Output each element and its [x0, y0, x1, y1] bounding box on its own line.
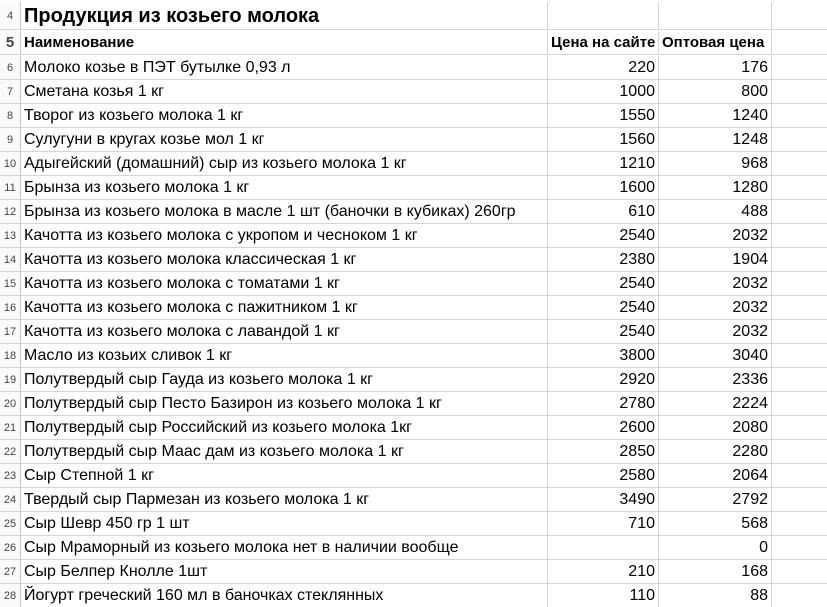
product-name-cell[interactable]: Полутвердый сыр Песто Базирон из козьего молока 1 кг	[21, 392, 548, 416]
product-name-cell[interactable]: Сулугуни в кругах козье мол 1 кг	[21, 128, 548, 152]
table-row	[0, 200, 827, 224]
empty-cell[interactable]	[772, 392, 827, 416]
row-number[interactable]: 12	[0, 200, 21, 224]
empty-cell[interactable]	[772, 512, 827, 536]
table-row	[0, 152, 827, 176]
product-name-cell[interactable]: Молоко козье в ПЭТ бутылке 0,93 л	[21, 56, 548, 80]
empty-cell[interactable]	[772, 440, 827, 464]
row-number[interactable]: 13	[0, 224, 21, 248]
row-number[interactable]: 4	[0, 2, 21, 30]
row-number[interactable]: 27	[0, 560, 21, 584]
column-header-wholesale[interactable]: Оптовая цена	[659, 31, 772, 55]
wholesale-price-cell[interactable]: 2336	[659, 368, 772, 392]
product-name-cell[interactable]: Качотта из козьего молока с пажитником 1 кг	[21, 296, 548, 320]
product-name-cell[interactable]: Брынза из козьего молока в масле 1 шт (баночки в кубиках) 260гр	[21, 200, 548, 224]
empty-cell[interactable]	[772, 56, 827, 80]
row-number[interactable]: 21	[0, 416, 21, 440]
empty-cell[interactable]	[772, 368, 827, 392]
empty-cell[interactable]	[772, 320, 827, 344]
product-name-cell[interactable]: Полутвердый сыр Гауда из козьего молока 1 кг	[21, 368, 548, 392]
empty-cell[interactable]	[772, 248, 827, 272]
site-price-cell[interactable]: 1000	[548, 80, 659, 104]
product-name-cell[interactable]: Сыр Белпер Кнолле 1шт	[21, 560, 548, 584]
empty-cell[interactable]	[772, 488, 827, 512]
row-number[interactable]: 15	[0, 272, 21, 296]
wholesale-price-cell[interactable]: 2032	[659, 320, 772, 344]
table-row	[0, 560, 827, 584]
empty-cell[interactable]	[548, 2, 659, 30]
table-row	[0, 104, 827, 128]
site-price-cell[interactable]: 2920	[548, 368, 659, 392]
wholesale-price-cell[interactable]: 2032	[659, 296, 772, 320]
product-name-cell[interactable]: Сыр Мраморный из козьего молока нет в наличии вообще	[21, 536, 548, 560]
wholesale-price-cell[interactable]: 2280	[659, 440, 772, 464]
table-row	[0, 320, 827, 344]
product-name-cell[interactable]: Адыгейский (домашний) сыр из козьего молока 1 кг	[21, 152, 548, 176]
site-price-cell[interactable]: 2780	[548, 392, 659, 416]
wholesale-price-cell[interactable]: 3040	[659, 344, 772, 368]
empty-cell[interactable]	[772, 176, 827, 200]
product-name-cell[interactable]: Качотта из козьего молока классическая 1 кг	[21, 248, 548, 272]
site-price-cell[interactable]: 1560	[548, 128, 659, 152]
empty-cell[interactable]	[772, 104, 827, 128]
product-name-cell[interactable]: Сметана козья 1 кг	[21, 80, 548, 104]
table-row	[0, 536, 827, 560]
site-price-cell[interactable]: 3490	[548, 488, 659, 512]
row-number[interactable]: 5	[0, 31, 21, 55]
wholesale-price-cell[interactable]: 488	[659, 200, 772, 224]
empty-cell[interactable]	[772, 536, 827, 560]
wholesale-price-cell[interactable]: 2032	[659, 224, 772, 248]
row-number[interactable]: 22	[0, 440, 21, 464]
row-number[interactable]: 25	[0, 512, 21, 536]
empty-cell[interactable]	[772, 344, 827, 368]
site-price-cell[interactable]: 710	[548, 512, 659, 536]
row-number[interactable]: 6	[0, 56, 21, 80]
wholesale-price-cell[interactable]: 800	[659, 80, 772, 104]
site-price-cell[interactable]: 2580	[548, 464, 659, 488]
table-row	[0, 56, 827, 80]
table-row	[0, 416, 827, 440]
site-price-cell[interactable]: 220	[548, 56, 659, 80]
table-row	[0, 392, 827, 416]
wholesale-price-cell[interactable]: 1904	[659, 248, 772, 272]
site-price-cell[interactable]: 2540	[548, 224, 659, 248]
table-row	[0, 344, 827, 368]
table-row	[0, 488, 827, 512]
product-name-cell[interactable]: Йогурт греческий 160 мл в баночках стеклянных	[21, 584, 548, 607]
site-price-cell[interactable]: 610	[548, 200, 659, 224]
row-number[interactable]: 17	[0, 320, 21, 344]
row-number[interactable]: 10	[0, 152, 21, 176]
empty-cell[interactable]	[772, 80, 827, 104]
product-name-cell[interactable]: Сыр Степной 1 кг	[21, 464, 548, 488]
row-number[interactable]: 19	[0, 368, 21, 392]
empty-cell[interactable]	[772, 272, 827, 296]
row-number[interactable]: 16	[0, 296, 21, 320]
table-row	[0, 224, 827, 248]
title-row	[0, 2, 827, 26]
table-row	[0, 368, 827, 392]
product-name-cell[interactable]: Сыр Шевр 450 гр 1 шт	[21, 512, 548, 536]
empty-cell[interactable]	[772, 560, 827, 584]
empty-cell[interactable]	[659, 2, 772, 30]
product-name-cell[interactable]: Полутвердый сыр Маас дам из козьего молока 1 кг	[21, 440, 548, 464]
sheet-title[interactable]: Продукция из козьего молока	[21, 2, 548, 30]
row-number[interactable]: 8	[0, 104, 21, 128]
product-name-cell[interactable]: Творог из козьего молока 1 кг	[21, 104, 548, 128]
table-row	[0, 296, 827, 320]
row-number[interactable]: 11	[0, 176, 21, 200]
wholesale-price-cell[interactable]: 168	[659, 560, 772, 584]
table-row	[0, 584, 827, 607]
site-price-cell[interactable]: 2380	[548, 248, 659, 272]
site-price-cell[interactable]: 2540	[548, 272, 659, 296]
wholesale-price-cell[interactable]: 1248	[659, 128, 772, 152]
row-number[interactable]: 14	[0, 248, 21, 272]
wholesale-price-cell[interactable]: 0	[659, 536, 772, 560]
site-price-cell[interactable]: 2850	[548, 440, 659, 464]
empty-cell[interactable]	[772, 2, 827, 30]
table-row	[0, 272, 827, 296]
site-price-cell[interactable]: 1210	[548, 152, 659, 176]
site-price-cell[interactable]: 2540	[548, 296, 659, 320]
row-number[interactable]: 24	[0, 488, 21, 512]
row-number[interactable]: 7	[0, 80, 21, 104]
empty-cell[interactable]	[772, 416, 827, 440]
table-row	[0, 464, 827, 488]
site-price-cell[interactable]: 110	[548, 584, 659, 607]
product-name-cell[interactable]: Качотта из козьего молока с укропом и чесноком 1 кг	[21, 224, 548, 248]
product-name-cell[interactable]: Полутвердый сыр Российский из козьего молока 1кг	[21, 416, 548, 440]
row-number[interactable]: 23	[0, 464, 21, 488]
site-price-cell[interactable]: 3800	[548, 344, 659, 368]
table-row	[0, 440, 827, 464]
wholesale-price-cell[interactable]: 1240	[659, 104, 772, 128]
site-price-cell[interactable]: 1600	[548, 176, 659, 200]
product-name-cell[interactable]: Масло из козьих сливок 1 кг	[21, 344, 548, 368]
empty-cell[interactable]	[772, 152, 827, 176]
site-price-cell[interactable]: 210	[548, 560, 659, 584]
wholesale-price-cell[interactable]: 2792	[659, 488, 772, 512]
table-row	[0, 80, 827, 104]
row-number[interactable]: 9	[0, 128, 21, 152]
wholesale-price-cell[interactable]: 2032	[659, 272, 772, 296]
site-price-cell[interactable]	[548, 536, 659, 560]
wholesale-price-cell[interactable]: 568	[659, 512, 772, 536]
column-header-name[interactable]: Наименование	[21, 31, 548, 55]
row-number[interactable]: 26	[0, 536, 21, 560]
product-name-cell[interactable]: Качотта из козьего молока с томатами 1 кг	[21, 272, 548, 296]
table-row	[0, 128, 827, 152]
wholesale-price-cell[interactable]: 176	[659, 56, 772, 80]
wholesale-price-cell[interactable]: 88	[659, 584, 772, 607]
empty-cell[interactable]	[772, 31, 827, 55]
table-row	[0, 248, 827, 272]
row-number[interactable]: 20	[0, 392, 21, 416]
column-header-price[interactable]: Цена на сайте	[548, 31, 659, 55]
empty-cell[interactable]	[772, 296, 827, 320]
wholesale-price-cell[interactable]: 2224	[659, 392, 772, 416]
site-price-cell[interactable]: 2540	[548, 320, 659, 344]
product-name-cell[interactable]: Брынза из козьего молока 1 кг	[21, 176, 548, 200]
wholesale-price-cell[interactable]: 2064	[659, 464, 772, 488]
empty-cell[interactable]	[772, 464, 827, 488]
site-price-cell[interactable]: 2600	[548, 416, 659, 440]
wholesale-price-cell[interactable]: 2080	[659, 416, 772, 440]
product-name-cell[interactable]: Качотта из козьего молока с лавандой 1 кг	[21, 320, 548, 344]
wholesale-price-cell[interactable]: 1280	[659, 176, 772, 200]
header-row	[0, 31, 827, 55]
empty-cell[interactable]	[772, 200, 827, 224]
table-row	[0, 176, 827, 200]
wholesale-price-cell[interactable]: 968	[659, 152, 772, 176]
row-number[interactable]: 18	[0, 344, 21, 368]
row-number[interactable]: 28	[0, 584, 21, 607]
empty-cell[interactable]	[772, 224, 827, 248]
product-name-cell[interactable]: Твердый сыр Пармезан из козьего молока 1 кг	[21, 488, 548, 512]
site-price-cell[interactable]: 1550	[548, 104, 659, 128]
table-row	[0, 512, 827, 536]
empty-cell[interactable]	[772, 584, 827, 607]
empty-cell[interactable]	[772, 128, 827, 152]
